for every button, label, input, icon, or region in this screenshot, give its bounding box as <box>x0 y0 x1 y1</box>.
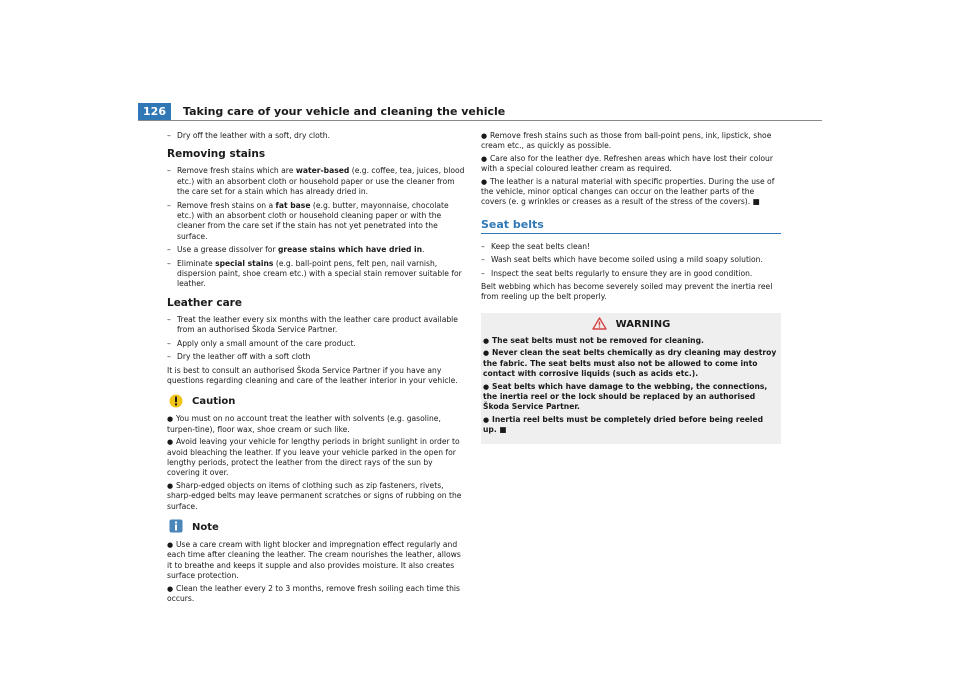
caution-item: ● Sharp-edged objects on items of clothing such as zip fasteners, rivets, sharp-edged belts may leave permanent scratches or signs of rubbing on the surface. <box>167 480 462 511</box>
removing-stains-heading: Removing stains <box>167 148 266 161</box>
care-step: – Dry the leather off with a soft cloth <box>167 352 467 362</box>
stain-step: – Remove fresh stains on a fat base (e.g. butter, mayonnaise, chocolate etc.) with an absorbent cloth or household cleaning paper or with the cleaner from the care set if the stain has not yet penetrated into the surface. <box>167 201 467 243</box>
caution-icon <box>169 394 183 411</box>
warning-item: ● Inertia reel belts must be completely dried before being reeled up. ■ <box>483 414 764 435</box>
care-step: – Apply only a small amount of the care product. <box>167 339 467 349</box>
seat-belts-heading: Seat belts <box>481 218 781 234</box>
note-item: ● Use a care cream with light blocker and impregnation effect regularly and each time after cleaning the leather. The cream nourishes the leather, allows it to breathe and keeps it supple and also provides moisture. It also creates surface protection. <box>167 539 461 581</box>
leather-bullet: ● The leather is a natural material with specific properties. During the use of the vehicle, minor optical changes can occur on the leather parts of the covers (e. g wrinkles or creases as a result of the stress of the covers). ■ <box>481 176 775 207</box>
stain-step: – Eliminate special stains (e.g. ball-point pens, felt pen, nail varnish, dispersion paint, shoe cream etc.) with a special stain remover suitable for leather. <box>167 259 467 290</box>
note-header <box>167 520 467 536</box>
caution-title: Caution <box>192 396 236 408</box>
warning-item: ● Seat belts which have damage to the webbing, the connections, the inertia reel or the lock should be replaced by an authorised Škoda Service Partner. <box>483 381 768 412</box>
seatbelt-step: – Wash seat belts which have become soiled using a mild soapy solution. <box>481 255 781 265</box>
warning-item: ● The seat belts must not be removed for cleaning. <box>483 335 704 345</box>
care-paragraph: It is best to consult an authorised Škoda Service Partner if you have any questions regarding cleaning and care of the leather interior in your vehicle. <box>167 365 458 385</box>
seatbelt-step: – Keep the seat belts clean! <box>481 242 781 252</box>
end-marker-icon: ■ <box>752 197 760 207</box>
left-column <box>167 131 467 606</box>
caution-item: ● Avoid leaving your vehicle for lengthy periods in bright sunlight in order to avoid bleaching the leather. If you leave your vehicle parked in the open for lengthy periods, protect the leather from the direct rays of the sun by covering it over. <box>167 437 460 478</box>
seatbelt-step: – Inspect the seat belts regularly to ensure they are in good condition. <box>481 269 781 279</box>
warning-header <box>483 317 777 333</box>
warning-box <box>481 313 781 444</box>
end-marker-icon: ■ <box>499 425 507 435</box>
leather-bullet: ● Remove fresh stains such as those from ball-point pens, ink, lipstick, shoe cream etc., as quickly as possible. <box>481 131 772 151</box>
intro-step: – Dry off the leather with a soft, dry cloth. <box>167 131 467 141</box>
note-info-icon <box>169 519 183 536</box>
seatbelt-paragraph: Belt webbing which has become severely soiled may prevent the inertia reel from reeling up the belt properly. <box>481 282 773 302</box>
leather-care-heading: Leather care <box>167 296 242 309</box>
warning-item: ● Never clean the seat belts chemically as dry cleaning may destroy the fabric. The seat belts must also not be allowed to come into contact with corrosive liquids (such as acids etc.). <box>483 348 777 379</box>
note-title: Note <box>192 521 219 533</box>
page-header <box>138 103 822 121</box>
note-item: ● Clean the leather every 2 to 3 months, remove fresh soiling each time this occurs. <box>167 583 460 603</box>
caution-header <box>167 394 467 410</box>
stain-step: – Remove fresh stains which are water-based (e.g. coffee, tea, juices, blood etc.) with an absorbent cloth or household paper or use the cleaner from the care set for a stain which has already dried in. <box>167 166 467 197</box>
stain-step: – Use a grease dissolver for grease stains which have dried in. <box>167 245 467 255</box>
warning-triangle-icon <box>592 317 607 333</box>
care-step: – Treat the leather every six months with the leather care product available from an authorised Škoda Service Partner. <box>167 315 467 336</box>
caution-item: ● You must on no account treat the leather with solvents (e.g. gasoline, turpen-tine), floor wax, shoe cream or such like. <box>167 414 441 434</box>
page-number: 126 <box>138 103 171 120</box>
leather-bullet: ● Care also for the leather dye. Refreshen areas which have lost their colour with a special coloured leather cream as required. <box>481 153 773 174</box>
warning-title: WARNING <box>615 318 671 330</box>
chapter-title: Taking care of your vehicle and cleaning the vehicle <box>183 105 506 118</box>
right-column <box>481 131 781 444</box>
